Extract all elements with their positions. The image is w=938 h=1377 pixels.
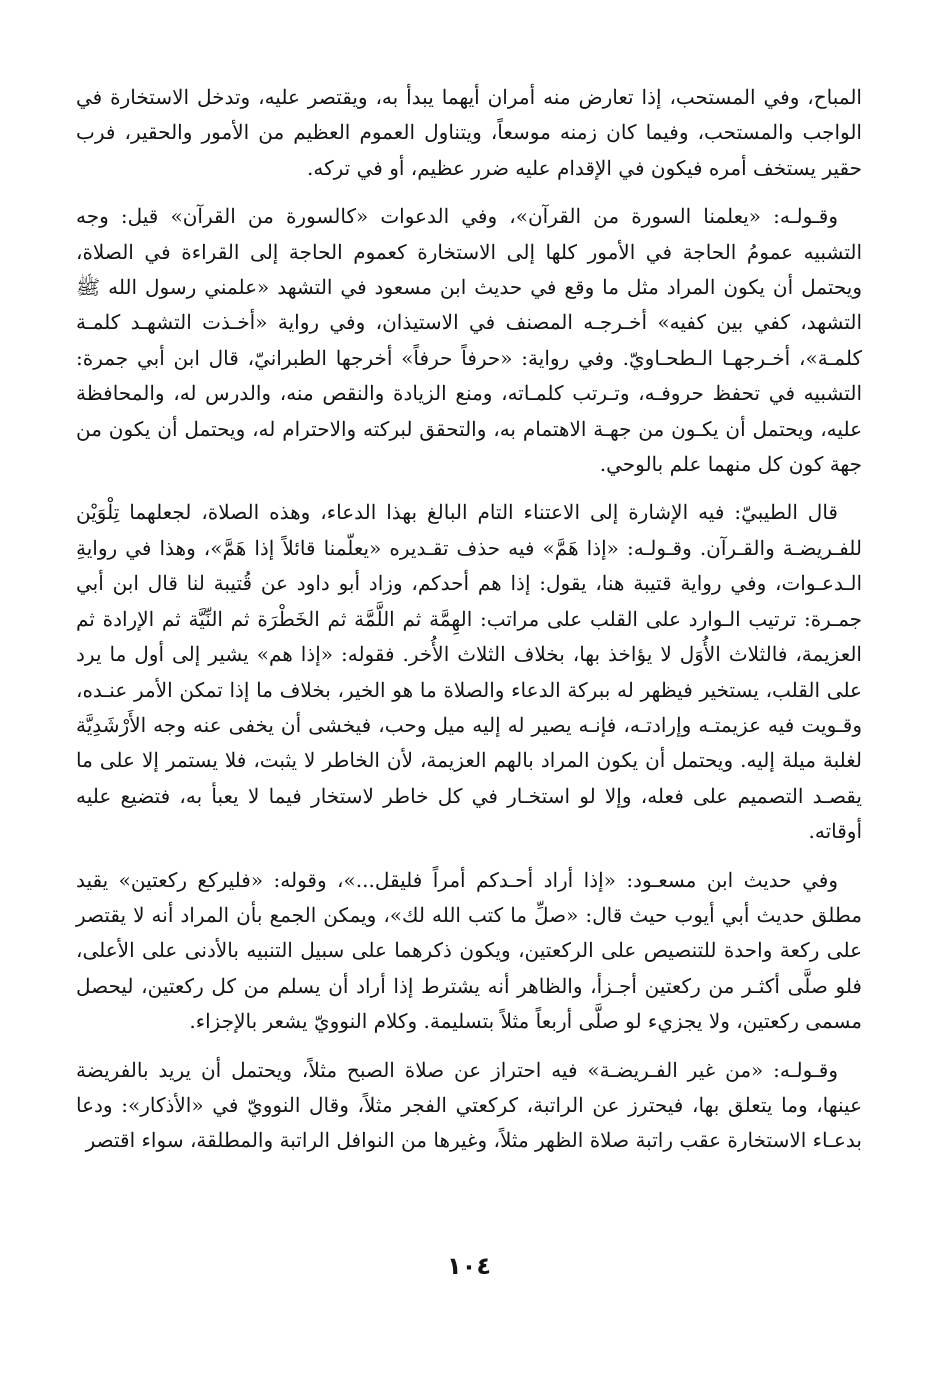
body-text <box>76 80 862 1172</box>
page-number: ١٠٤ <box>447 1252 491 1280</box>
paragraph-2: وقـولـه: «يعلمنا السورة من القرآن»، وفي الدعوات «كالسورة من القرآن» قيل: وجه التشبيه عمومُ الحاجة في الأمور كلها إلى الاستخارة كعموم الحاجة إلى القراءة في الصلاة، ويحتمل أن يكون المراد مثل ما وقع في حديث ابن مسعود في التشهد «علمني رسول الله ﷺ التشهد، كفي بين كفيه» أخـرجـه المصنف في الاستيذان، وفي رواية «أخـذت التشهـد كلمـة كلمـة»، أخـرجهـا الـطحـاويّ. وفي رواية: «حرفاً حرفاً» أخرجها الطبرانيّ، قال ابن أبي جمرة: التشبيه في تحفظ حروفـه، وتـرتب كلمـاته، ومنع الزيادة والنقص منه، والدرس له، والمحافظة عليه، ويحتمل أن يكـون من جهـة الاهتمام به، والتحقق لبركته والاحترام له، ويحتمل أن يكون من جهة كون كل منهما علم بالوحي. <box>76 204 862 477</box>
paragraph-5: وقـولـه: «من غير الفـريضـة» فيه احتراز عن صلاة الصبح مثلاً، ويحتمل أن يريد بالفريضة عينها، وما يتعلق بها، فيحترز عن الراتبة، كركعتي الفجر مثلاً، وقال النوويّ في «الأذكار»: ودعا بدعـاء الاستخارة عقب راتبة صلاة الظهر مثلاً، وغيرها من النوافل الراتبة والمطلقة، سواء اقتصر <box>76 1057 862 1153</box>
paragraph-3: قال الطيبيّ: فيه الإشارة إلى الاعتناء التام البالغ بهذا الدعاء، وهذه الصلاة، لجعلهما تِلْوَيْن للفـريضـة والقـرآن. وقـولـه: «إذا هَمَّ» فيه حذف تقـديره «يعلّمنا قائلاً إذا هَمَّ»، وهذا في روايةِ الـدعـوات، وفي رواية قتيبة هنا، يقول: إذا هم أحدكم، وزاد أبو داود عن قُتيبة لنا قال ابن أبي جمـرة: ترتيب الـوارد على القلب على مراتب: الهِمَّة ثم اللَّمَّة ثم الخَطْرَة ثم النِّيَّة ثم الإرادة ثم العزيمة، فالثلاث الأُوَل لا يؤاخذ بها، بخلاف الثلاث الأُخر. فقوله: «إذا هم» يشير إلى أول ما يرد على القلب، يستخير فيظهر له ببركة الدعاء والصلاة ما هو الخير، بخلاف ما إذا تمكن الأمر عنـده، وقـويت فيه عزيمتـه وإرادتـه، فإنـه يصير له إليه ميل وحب، فيخشى أن يخفى عنه وجه الأَرْشَدِيَّة لغلبة ميلة إليه. ويحتمل أن يكون المراد بالهم العزيمة، لأن الخاطر لا يثبت، فلا يستمر إلا على ما يقصـد التصميم على فعله، وإلا لو استخـار في كل خاطر لاستخار فيما لا يعبأ به، فتضيع عليه أوقاته. <box>76 500 863 844</box>
paragraph-1: المباح، وفي المستحب، إذا تعارض منه أمران أيهما يبدأ به، ويقتصر عليه، وتدخل الاستخارة في الواجب والمستحب، وفيما كان زمنه موسعاً، ويتناول العموم العظيم من الأمور والحقير، فرب حقير يستخف أمره فيكون في الإقدام عليه ضرر عظيم، أو في تركه. <box>76 85 862 180</box>
paragraph-4: وفي حديث ابن مسعـود: «إذا أراد أحـدكم أمراً فليقل...»، وقوله: «فليركع ركعتين» يقيد مطلق حديث أبي أيوب حيث قال: «صلِّ ما كتب الله لك»، ويمكن الجمع بأن المراد أنه لا يقتصر على ركعة واحدة للتنصيص على الركعتين، ويكون ذكرهما على سبيل التنبيه بالأدنى على الأعلى، فلو صلَّى أكثـر من ركعتين أجـزأ، والظاهر أنه يشترط إذا أراد أن يسلم من كل ركعتين، ليحصل مسمى ركعتين، ولا يجزيء لو صلَّى أربعاً مثلاً بتسليمة. وكلام النوويّ يشعر بالإجزاء. <box>76 867 862 1034</box>
